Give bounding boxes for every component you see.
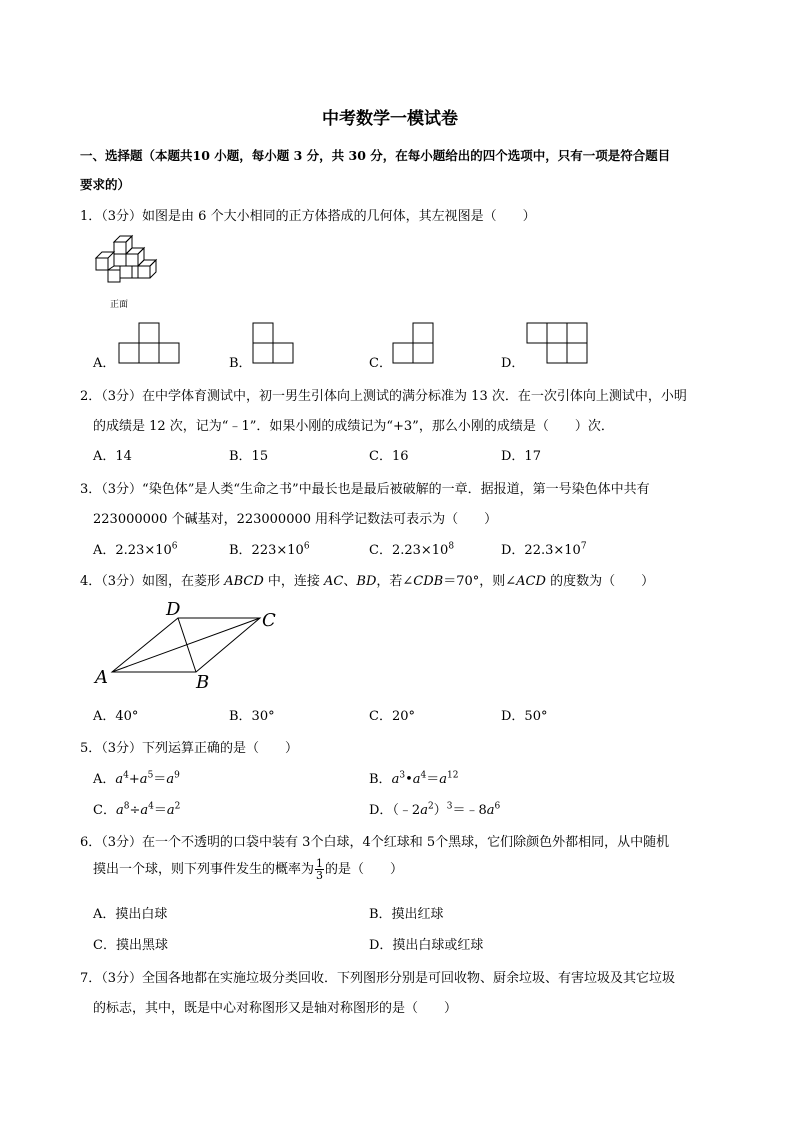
q1-option-b-figure: [253, 322, 295, 364]
question-2-cont: 的成绩是 12 次，记为“﹣1”．如果小刚的成绩记为“+3”，那么小刚的成绩是（ ）次．: [93, 419, 614, 434]
vertex-label-d: D: [166, 599, 181, 620]
q2-option-c[interactable]: C．16: [369, 449, 409, 464]
vertex-label-a: A: [95, 667, 108, 688]
question-7: 7．（3分）全国各地都在实施垃圾分类回收．下列图形分别是可回收物、厨余垃圾、有害垃圾及其它垃圾: [80, 971, 676, 986]
q5-option-c[interactable]: C．$a^8\div a^4=a^2$: [93, 801, 181, 818]
q5-option-b[interactable]: B．$a^3•a^4=a^{12}$: [369, 770, 459, 787]
q4-option-c[interactable]: C．20°: [369, 709, 415, 724]
q2-option-d[interactable]: D．17: [501, 449, 541, 464]
q4-option-b[interactable]: B．30°: [229, 709, 275, 724]
vertex-label-b: B: [196, 672, 210, 693]
q4-option-a[interactable]: A．40°: [93, 709, 139, 724]
q5-option-a[interactable]: A．$a^4+a^5=a^9$: [93, 770, 180, 787]
q1-option-c-figure: [393, 322, 435, 364]
question-4: 4．（3分）如图，在菱形 ABCD 中，连接 AC、BD，若∠CDB＝70°，则∠ACD 的度数为（ ）: [80, 574, 655, 589]
q6-option-b[interactable]: B．摸出红球: [369, 907, 444, 922]
question-7-cont: 的标志，其中，既是中心对称图形又是轴对称图形的是（ ）: [93, 1001, 458, 1016]
page-title: 中考数学一模试卷: [322, 109, 458, 129]
question-1: 1．（3分）如图是由 6 个大小相同的正方体搭成的几何体，其左视图是（ ）: [80, 209, 536, 224]
q1-option-a-figure: [119, 322, 181, 364]
section-heading: 一、选择题（本题共10 小题，每小题 3 分，共 30 分，在每小题给出的四个选项中，只有一项是符合题目: [80, 148, 671, 163]
q3-option-b[interactable]: B．$223\times 10^6$: [229, 541, 310, 558]
rhombus-figure: [90, 598, 290, 698]
q6-option-a[interactable]: A．摸出白球: [93, 907, 168, 922]
question-2: 2．（3分）在中学体育测试中，初一男生引体向上测试的满分标准为 13 次．在一次引体向上测试中，小明: [80, 389, 687, 404]
q1-option-d[interactable]: D．: [501, 356, 525, 371]
q3-option-c[interactable]: C．$2.23\times 10^8$: [369, 541, 455, 558]
q6-option-c[interactable]: C．摸出黑球: [93, 938, 168, 953]
q2-option-b[interactable]: B．15: [229, 449, 269, 464]
question-5: 5．（3分）下列运算正确的是（ ）: [80, 741, 299, 756]
q4-option-d[interactable]: D．50°: [501, 709, 548, 724]
q1-option-d-figure: [527, 322, 589, 364]
section-heading-cont: 要求的）: [80, 177, 131, 192]
q3-option-a[interactable]: A．$2.23\times 10^6$: [93, 541, 178, 558]
q3-option-d[interactable]: D．$22.3\times 10^7$: [501, 541, 587, 558]
question-6: 6．（3分）在一个不透明的口袋中装有 3个白球，4个红球和 5个黑球，它们除颜色外都相同，从中随机: [80, 835, 670, 850]
fraction-one-third: $\frac{1}{3}$: [316, 857, 324, 882]
q6-option-d[interactable]: D．摸出白球或红球: [369, 938, 484, 953]
q1-cube-figure: [92, 232, 162, 292]
figure-caption: 正面: [110, 300, 129, 310]
q1-option-b[interactable]: B．: [229, 356, 252, 371]
question-3-cont: 223000000 个碱基对，223000000 用科学记数法可表示为（ ）: [93, 512, 498, 527]
question-3: 3．（3分）“染色体”是人类“生命之书”中最长也是最后被破解的一章．据报道，第一号染色体中共有: [80, 482, 650, 497]
question-6-cont: 摸出一个球，则下列事件发生的概率为 $\frac{1}{3}$ 的是（ ）: [93, 857, 404, 882]
vertex-label-c: C: [262, 610, 276, 631]
q1-option-c[interactable]: C．: [369, 356, 392, 371]
q2-option-a[interactable]: A．14: [93, 449, 132, 464]
q5-option-d[interactable]: D．$(﹣2a^2)^3=﹣8a^6$: [369, 801, 501, 818]
q1-option-a[interactable]: A．: [93, 356, 116, 371]
